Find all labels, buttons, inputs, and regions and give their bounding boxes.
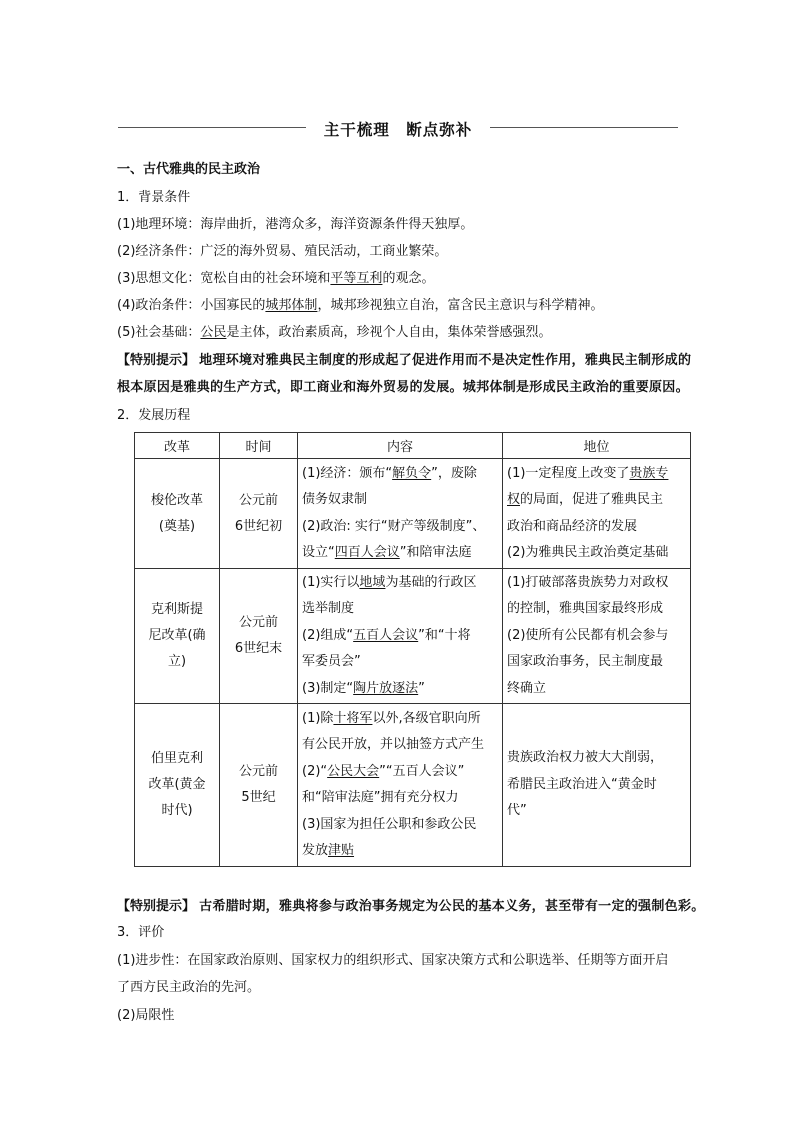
section-title — [118, 118, 678, 138]
table-header-row — [135, 433, 691, 459]
evaluation-progress-continued: 了西方民主政治的先河。 — [117, 980, 261, 995]
underlined-keyword: 津贴 — [328, 843, 355, 858]
time-cell: 公元前 6世纪末 — [220, 569, 298, 704]
table-row — [135, 704, 691, 867]
column-header: 内容 — [298, 433, 503, 459]
status-cell: (1)打破部落贵族势力对政权 的控制，雅典国家最终形成 (2)使所有公民都有机会参与 国家政治事务，民主制度最 终确立 — [503, 569, 691, 704]
underlined-keyword: 解负令 — [392, 465, 432, 481]
section-heading: 一、古代雅典的民主政治 — [117, 162, 261, 177]
underlined-keyword: 权 — [507, 492, 521, 507]
column-header: 改革 — [135, 433, 220, 459]
underlined-keyword: 陶片放逐法 — [353, 680, 419, 696]
status-cell: 贵族政治权力被大大削弱， 希腊民主政治进入“黄金时 代” — [503, 704, 691, 867]
underlined-keyword: 城邦体制 — [265, 298, 318, 313]
underlined-keyword: 公民 — [200, 325, 227, 340]
special-note: 【特别提示】 地理环境对雅典民主制度的形成起了促进作用而不是决定性作用，雅典民主制形成的 — [117, 353, 692, 368]
evaluation-heading: 3．评价 — [117, 925, 165, 940]
content-cell: (1)实行以地域为基础的行政区 选举制度 (2)组成“五百人会议”和“十将 军委员会” (3)制定“陶片放逐法” — [298, 569, 503, 704]
background-item: (4)政治条件：小国寡民的城邦体制，城邦珍视独立自治，富含民主意识与科学精神。 — [117, 298, 604, 313]
underlined-keyword: 地域 — [359, 574, 386, 590]
underlined-keyword: 五百人会议 — [353, 627, 419, 643]
background-item: (5)社会基础：公民是主体，政治素质高，珍视个人自由，集体荣誉感强烈。 — [117, 325, 552, 340]
evaluation-limitation: (2)局限性 — [117, 1008, 175, 1023]
underlined-keyword: 平等互利 — [330, 271, 383, 286]
page-title: 主干梳理 断点弥补 — [323, 121, 473, 139]
column-header: 时间 — [220, 433, 298, 459]
note-label: 【特别提示】 — [117, 353, 196, 368]
underlined-keyword: 四百人会议 — [334, 545, 400, 560]
time-cell: 公元前 5世纪 — [220, 704, 298, 867]
reform-name-cell: 梭伦改革 (奠基) — [135, 459, 220, 569]
reform-name-cell: 克利斯提 尼改革(确 立) — [135, 569, 220, 704]
note-label: 【特别提示】 — [117, 899, 196, 914]
underlined-keyword: 公民大会 — [327, 763, 380, 779]
reform-name-cell: 伯里克利 改革(黄金 时代) — [135, 704, 220, 867]
status-cell: (1)一定程度上改变了贵族专 权的局面，促进了雅典民主 政治和商品经济的发展 (2)为雅典民主政治奠定基础 — [503, 459, 691, 569]
title-rule-right — [490, 127, 678, 128]
special-note: 【特别提示】 古希腊时期，雅典将参与政治事务规定为公民的基本义务，甚至带有一定的强制色彩。 — [117, 899, 705, 914]
background-item: (2)经济条件：广泛的海外贸易、殖民活动，工商业繁荣。 — [117, 244, 448, 259]
reform-table — [134, 432, 691, 867]
background-heading: 1．背景条件 — [117, 190, 191, 205]
underlined-keyword: 贵族专 — [629, 465, 669, 481]
background-item: (1)地理环境：海岸曲折，港湾众多，海洋资源条件得天独厚。 — [117, 217, 474, 232]
title-rule-left — [118, 127, 306, 128]
content-cell: (1)经济：颁布“解负令”，废除 债务奴隶制 (2)政治: 实行“财产等级制度”、 设立“四百人会议”和陪审法庭 — [298, 459, 503, 569]
underlined-keyword: 十将军 — [333, 710, 373, 726]
column-header: 地位 — [503, 433, 691, 459]
background-item: (3)思想文化：宽松自由的社会环境和平等互利的观念。 — [117, 271, 435, 286]
evaluation-progress: (1)进步性：在国家政治原则、国家权力的组织形式、国家决策方式和公职选举、任期等方面开启 — [117, 953, 669, 968]
table-row — [135, 569, 691, 704]
table-row — [135, 459, 691, 569]
time-cell: 公元前 6世纪初 — [220, 459, 298, 569]
special-note-continued: 根本原因是雅典的生产方式，即工商业和海外贸易的发展。城邦体制是形成民主政治的重要原因。 — [117, 380, 689, 395]
history-heading: 2．发展历程 — [117, 408, 191, 423]
content-cell: (1)除十将军以外,各级官职向所 有公民开放，并以抽签方式产生 (2)“公民大会”“五百人会议” 和“陪审法庭”拥有充分权力 (3)国家为担任公职和参政公民 发放津贴 — [298, 704, 503, 867]
